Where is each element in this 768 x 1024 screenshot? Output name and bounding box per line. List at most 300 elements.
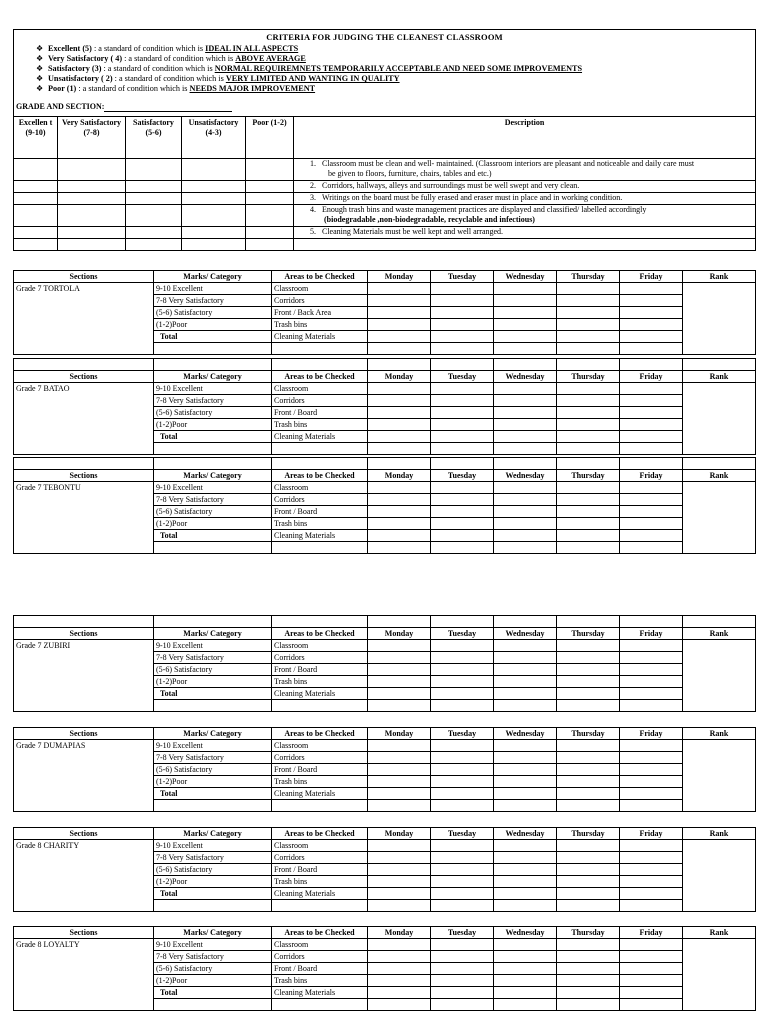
- score-cell-tuesday[interactable]: [431, 494, 494, 506]
- score-cell-wednesday[interactable]: [494, 963, 557, 975]
- score-cell-thursday[interactable]: [557, 506, 620, 518]
- score-cell-wednesday[interactable]: [494, 676, 557, 688]
- score-cell-friday[interactable]: [620, 343, 683, 355]
- score-cell-tuesday[interactable]: [431, 951, 494, 963]
- rank-cell[interactable]: [683, 740, 756, 812]
- score-cell-monday[interactable]: [368, 307, 431, 319]
- score-cell-friday[interactable]: [620, 876, 683, 888]
- area-cell: [272, 999, 368, 1011]
- score-cell-friday[interactable]: [620, 688, 683, 700]
- section-header-row: [14, 628, 756, 640]
- score-cell-tuesday[interactable]: [431, 283, 494, 295]
- header-monday: Monday: [368, 628, 431, 640]
- score-cell-thursday[interactable]: [557, 700, 620, 712]
- score-cell-monday[interactable]: [368, 764, 431, 776]
- score-cell-wednesday[interactable]: [494, 395, 557, 407]
- section-table: [13, 358, 756, 455]
- header-wednesday: Wednesday: [494, 728, 557, 740]
- score-cell-friday[interactable]: [620, 506, 683, 518]
- score-cell-friday[interactable]: [620, 283, 683, 295]
- score-cell-wednesday[interactable]: [494, 664, 557, 676]
- score-cell-monday[interactable]: [368, 518, 431, 530]
- score-cell-thursday[interactable]: [557, 431, 620, 443]
- header-tuesday: Tuesday: [431, 271, 494, 283]
- score-cell-friday[interactable]: [620, 764, 683, 776]
- score-cell-thursday[interactable]: [557, 975, 620, 987]
- score-cell-tuesday[interactable]: [431, 975, 494, 987]
- rank-cell[interactable]: [683, 840, 756, 912]
- header-sections: Sections: [14, 470, 154, 482]
- score-cell-tuesday[interactable]: [431, 700, 494, 712]
- score-cell-tuesday[interactable]: [431, 963, 494, 975]
- table-row: [14, 939, 756, 951]
- score-cell-monday[interactable]: [368, 688, 431, 700]
- score-cell-monday[interactable]: [368, 407, 431, 419]
- header-thursday: Thursday: [557, 728, 620, 740]
- score-cell-monday[interactable]: [368, 987, 431, 999]
- score-cell-friday[interactable]: [620, 419, 683, 431]
- section-table: [13, 926, 756, 1011]
- score-cell-thursday[interactable]: [557, 331, 620, 343]
- marks-cell: 9-10 Excellent: [154, 840, 272, 852]
- score-cell-friday[interactable]: [620, 740, 683, 752]
- score-cell-thursday[interactable]: [557, 963, 620, 975]
- score-cell-tuesday[interactable]: [431, 688, 494, 700]
- score-cell-wednesday[interactable]: [494, 888, 557, 900]
- header-wednesday: Wednesday: [494, 271, 557, 283]
- score-cell-thursday[interactable]: [557, 900, 620, 912]
- score-cell-wednesday[interactable]: [494, 999, 557, 1011]
- score-cell-wednesday[interactable]: [494, 688, 557, 700]
- header-friday: Friday: [620, 470, 683, 482]
- grade-section-blank[interactable]: [104, 103, 232, 112]
- score-cell-tuesday[interactable]: [431, 443, 494, 455]
- score-cell-wednesday[interactable]: [494, 542, 557, 554]
- score-cell-monday[interactable]: [368, 963, 431, 975]
- score-cell-friday[interactable]: [620, 676, 683, 688]
- header-friday: Friday: [620, 371, 683, 383]
- score-cell-monday[interactable]: [368, 542, 431, 554]
- section-name: Grade 7 BATAO: [14, 383, 154, 455]
- score-cell-tuesday[interactable]: [431, 295, 494, 307]
- score-cell-tuesday[interactable]: [431, 407, 494, 419]
- header-tuesday: Tuesday: [431, 828, 494, 840]
- score-cell-tuesday[interactable]: [431, 999, 494, 1011]
- score-cell-thursday[interactable]: [557, 407, 620, 419]
- header-friday: Friday: [620, 628, 683, 640]
- score-cell-friday[interactable]: [620, 640, 683, 652]
- rank-cell[interactable]: [683, 383, 756, 455]
- score-cell-monday[interactable]: [368, 319, 431, 331]
- score-cell-wednesday[interactable]: [494, 776, 557, 788]
- header-excellent: Excellen t (9-10): [14, 117, 58, 159]
- score-cell-tuesday[interactable]: [431, 664, 494, 676]
- score-cell-monday[interactable]: [368, 700, 431, 712]
- score-cell-tuesday[interactable]: [431, 542, 494, 554]
- score-cell-friday[interactable]: [620, 939, 683, 951]
- score-cell-friday[interactable]: [620, 987, 683, 999]
- score-cell-wednesday[interactable]: [494, 900, 557, 912]
- score-cell-monday[interactable]: [368, 776, 431, 788]
- marks-cell: (1-2)Poor: [154, 876, 272, 888]
- score-cell-wednesday[interactable]: [494, 640, 557, 652]
- header-wednesday: Wednesday: [494, 371, 557, 383]
- score-cell-tuesday[interactable]: [431, 852, 494, 864]
- score-cell-tuesday[interactable]: [431, 331, 494, 343]
- score-cell-tuesday[interactable]: [431, 343, 494, 355]
- score-cell-monday[interactable]: [368, 283, 431, 295]
- score-cell-monday[interactable]: [368, 939, 431, 951]
- score-cell-thursday[interactable]: [557, 383, 620, 395]
- score-cell-monday[interactable]: [368, 343, 431, 355]
- score-cell-friday[interactable]: [620, 652, 683, 664]
- score-cell-tuesday[interactable]: [431, 764, 494, 776]
- score-cell-monday[interactable]: [368, 888, 431, 900]
- marks-cell: (5-6) Satisfactory: [154, 407, 272, 419]
- section-header-row: [14, 728, 756, 740]
- score-cell-wednesday[interactable]: [494, 752, 557, 764]
- score-cell-wednesday[interactable]: [494, 283, 557, 295]
- area-cell: Classroom: [272, 383, 368, 395]
- header-monday: Monday: [368, 371, 431, 383]
- score-cell-tuesday[interactable]: [431, 864, 494, 876]
- score-cell-friday[interactable]: [620, 963, 683, 975]
- area-cell: Trash bins: [272, 676, 368, 688]
- score-cell-friday[interactable]: [620, 840, 683, 852]
- score-cell-monday[interactable]: [368, 788, 431, 800]
- score-cell-wednesday[interactable]: [494, 431, 557, 443]
- score-cell-monday[interactable]: [368, 652, 431, 664]
- score-cell-monday[interactable]: [368, 395, 431, 407]
- score-cell-monday[interactable]: [368, 676, 431, 688]
- level-item: ❖ Unsatisfactory ( 2) : a standard of condition which is VERY LIMITED AND WANTING IN QUALITY: [36, 74, 400, 83]
- score-cell-friday[interactable]: [620, 800, 683, 812]
- score-cell-tuesday[interactable]: [431, 987, 494, 999]
- level-item: ❖ Excellent (5) : a standard of condition which is IDEAL IN ALL ASPECTS: [36, 44, 299, 53]
- score-cell-friday[interactable]: [620, 752, 683, 764]
- score-cell-friday[interactable]: [620, 788, 683, 800]
- score-cell-thursday[interactable]: [557, 888, 620, 900]
- score-cell-wednesday[interactable]: [494, 518, 557, 530]
- score-cell-thursday[interactable]: [557, 395, 620, 407]
- header-wednesday: Wednesday: [494, 628, 557, 640]
- score-cell-thursday[interactable]: [557, 319, 620, 331]
- score-cell-thursday[interactable]: [557, 419, 620, 431]
- header-areas: Areas to be Checked: [272, 927, 368, 939]
- score-cell-friday[interactable]: [620, 383, 683, 395]
- score-cell-friday[interactable]: [620, 319, 683, 331]
- score-cell-monday[interactable]: [368, 864, 431, 876]
- marks-cell: 7-8 Very Satisfactory: [154, 494, 272, 506]
- score-cell-thursday[interactable]: [557, 676, 620, 688]
- score-cell-friday[interactable]: [620, 431, 683, 443]
- header-rank: Rank: [683, 927, 756, 939]
- score-cell-wednesday[interactable]: [494, 506, 557, 518]
- score-cell-monday[interactable]: [368, 740, 431, 752]
- rank-cell[interactable]: [683, 640, 756, 712]
- score-cell-thursday[interactable]: [557, 688, 620, 700]
- area-cell: Corridors: [272, 752, 368, 764]
- score-cell-friday[interactable]: [620, 331, 683, 343]
- score-cell-tuesday[interactable]: [431, 319, 494, 331]
- score-cell-thursday[interactable]: [557, 664, 620, 676]
- marks-cell: 7-8 Very Satisfactory: [154, 395, 272, 407]
- score-cell-tuesday[interactable]: [431, 800, 494, 812]
- header-areas: Areas to be Checked: [272, 470, 368, 482]
- section-table: [13, 727, 756, 812]
- header-thursday: Thursday: [557, 271, 620, 283]
- header-monday: Monday: [368, 828, 431, 840]
- score-cell-friday[interactable]: [620, 700, 683, 712]
- header-tuesday: Tuesday: [431, 371, 494, 383]
- score-cell-tuesday[interactable]: [431, 652, 494, 664]
- score-cell-tuesday[interactable]: [431, 752, 494, 764]
- score-cell-thursday[interactable]: [557, 307, 620, 319]
- area-cell: Front / Board: [272, 764, 368, 776]
- score-cell-monday[interactable]: [368, 494, 431, 506]
- score-cell-wednesday[interactable]: [494, 852, 557, 864]
- score-cell-thursday[interactable]: [557, 530, 620, 542]
- score-cell-thursday[interactable]: [557, 864, 620, 876]
- score-cell-thursday[interactable]: [557, 343, 620, 355]
- score-cell-tuesday[interactable]: [431, 676, 494, 688]
- score-cell-tuesday[interactable]: [431, 939, 494, 951]
- score-cell-friday[interactable]: [620, 664, 683, 676]
- score-cell-wednesday[interactable]: [494, 443, 557, 455]
- header-areas: Areas to be Checked: [272, 728, 368, 740]
- header-friday: Friday: [620, 828, 683, 840]
- score-cell-monday[interactable]: [368, 840, 431, 852]
- score-cell-monday[interactable]: [368, 331, 431, 343]
- score-cell-tuesday[interactable]: [431, 776, 494, 788]
- score-cell-friday[interactable]: [620, 852, 683, 864]
- header-thursday: Thursday: [557, 371, 620, 383]
- score-cell-monday[interactable]: [368, 852, 431, 864]
- score-cell-thursday[interactable]: [557, 652, 620, 664]
- score-cell-wednesday[interactable]: [494, 383, 557, 395]
- score-cell-thursday[interactable]: [557, 776, 620, 788]
- score-cell-wednesday[interactable]: [494, 295, 557, 307]
- score-cell-tuesday[interactable]: [431, 740, 494, 752]
- area-cell: Cleaning Materials: [272, 788, 368, 800]
- score-cell-thursday[interactable]: [557, 443, 620, 455]
- score-cell-friday[interactable]: [620, 776, 683, 788]
- header-tuesday: Tuesday: [431, 927, 494, 939]
- header-satisfactory: Satisfactory (5-6): [126, 117, 182, 159]
- header-monday: Monday: [368, 271, 431, 283]
- score-cell-thursday[interactable]: [557, 542, 620, 554]
- score-cell-tuesday[interactable]: [431, 383, 494, 395]
- score-cell-friday[interactable]: [620, 518, 683, 530]
- header-sections: Sections: [14, 271, 154, 283]
- header-rank: Rank: [683, 628, 756, 640]
- score-cell-thursday[interactable]: [557, 999, 620, 1011]
- description-cell: 5. Cleaning Materials must be well kept and well arranged.: [294, 227, 756, 239]
- score-cell-monday[interactable]: [368, 383, 431, 395]
- score-cell-tuesday[interactable]: [431, 419, 494, 431]
- score-cell-wednesday[interactable]: [494, 939, 557, 951]
- score-cell-wednesday[interactable]: [494, 764, 557, 776]
- score-cell-wednesday[interactable]: [494, 975, 557, 987]
- section-table: [13, 615, 756, 712]
- header-tuesday: Tuesday: [431, 470, 494, 482]
- area-cell: Front / Board: [272, 407, 368, 419]
- score-cell-wednesday[interactable]: [494, 800, 557, 812]
- score-cell-wednesday[interactable]: [494, 740, 557, 752]
- section-header-row: [14, 271, 756, 283]
- header-monday: Monday: [368, 927, 431, 939]
- header-monday: Monday: [368, 728, 431, 740]
- score-cell-tuesday[interactable]: [431, 888, 494, 900]
- section-table: [13, 457, 756, 554]
- header-marks: Marks/ Category: [154, 470, 272, 482]
- score-cell-thursday[interactable]: [557, 852, 620, 864]
- marks-cell: (5-6) Satisfactory: [154, 506, 272, 518]
- score-cell-tuesday[interactable]: [431, 506, 494, 518]
- score-cell-thursday[interactable]: [557, 752, 620, 764]
- score-cell-wednesday[interactable]: [494, 482, 557, 494]
- score-cell-friday[interactable]: [620, 407, 683, 419]
- score-cell-wednesday[interactable]: [494, 307, 557, 319]
- score-cell-tuesday[interactable]: [431, 530, 494, 542]
- score-cell-thursday[interactable]: [557, 283, 620, 295]
- header-areas: Areas to be Checked: [272, 271, 368, 283]
- score-cell-monday[interactable]: [368, 951, 431, 963]
- score-cell-thursday[interactable]: [557, 518, 620, 530]
- section-name: Grade 7 DUMAPIAS: [14, 740, 154, 812]
- score-cell-wednesday[interactable]: [494, 864, 557, 876]
- score-cell-friday[interactable]: [620, 900, 683, 912]
- score-cell-wednesday[interactable]: [494, 419, 557, 431]
- score-cell-friday[interactable]: [620, 482, 683, 494]
- score-cell-tuesday[interactable]: [431, 431, 494, 443]
- score-cell-thursday[interactable]: [557, 640, 620, 652]
- score-cell-monday[interactable]: [368, 800, 431, 812]
- score-cell-tuesday[interactable]: [431, 788, 494, 800]
- section-header-row: [14, 828, 756, 840]
- score-cell-thursday[interactable]: [557, 788, 620, 800]
- description-row: [14, 205, 756, 227]
- score-cell-friday[interactable]: [620, 951, 683, 963]
- score-cell-tuesday[interactable]: [431, 482, 494, 494]
- score-cell-monday[interactable]: [368, 900, 431, 912]
- score-cell-monday[interactable]: [368, 975, 431, 987]
- score-cell-friday[interactable]: [620, 975, 683, 987]
- score-cell-wednesday[interactable]: [494, 840, 557, 852]
- score-cell-thursday[interactable]: [557, 840, 620, 852]
- score-cell-thursday[interactable]: [557, 482, 620, 494]
- score-cell-monday[interactable]: [368, 530, 431, 542]
- score-cell-wednesday[interactable]: [494, 343, 557, 355]
- score-cell-tuesday[interactable]: [431, 840, 494, 852]
- score-cell-friday[interactable]: [620, 494, 683, 506]
- score-cell-wednesday[interactable]: [494, 876, 557, 888]
- score-cell-friday[interactable]: [620, 888, 683, 900]
- criteria-header-cell: [14, 30, 756, 117]
- area-cell: Cleaning Materials: [272, 431, 368, 443]
- score-cell-tuesday[interactable]: [431, 876, 494, 888]
- score-cell-thursday[interactable]: [557, 800, 620, 812]
- header-thursday: Thursday: [557, 470, 620, 482]
- score-cell-monday[interactable]: [368, 664, 431, 676]
- rank-cell[interactable]: [683, 939, 756, 1011]
- score-cell-wednesday[interactable]: [494, 788, 557, 800]
- score-cell-monday[interactable]: [368, 443, 431, 455]
- score-cell-tuesday[interactable]: [431, 395, 494, 407]
- area-cell: Front / Board: [272, 506, 368, 518]
- header-rank: Rank: [683, 470, 756, 482]
- score-cell-monday[interactable]: [368, 640, 431, 652]
- score-cell-tuesday[interactable]: [431, 640, 494, 652]
- score-cell-wednesday[interactable]: [494, 652, 557, 664]
- score-cell-wednesday[interactable]: [494, 951, 557, 963]
- area-cell: Corridors: [272, 652, 368, 664]
- score-cell-thursday[interactable]: [557, 876, 620, 888]
- score-cell-wednesday[interactable]: [494, 987, 557, 999]
- header-wednesday: Wednesday: [494, 470, 557, 482]
- score-cell-thursday[interactable]: [557, 295, 620, 307]
- score-cell-friday[interactable]: [620, 542, 683, 554]
- score-cell-wednesday[interactable]: [494, 319, 557, 331]
- score-cell-monday[interactable]: [368, 999, 431, 1011]
- score-cell-monday[interactable]: [368, 506, 431, 518]
- score-cell-monday[interactable]: [368, 876, 431, 888]
- marks-cell: 7-8 Very Satisfactory: [154, 295, 272, 307]
- score-cell-wednesday[interactable]: [494, 700, 557, 712]
- diamond-bullet-icon: ❖: [36, 74, 44, 83]
- score-cell-friday[interactable]: [620, 295, 683, 307]
- score-cell-friday[interactable]: [620, 864, 683, 876]
- score-cell-thursday[interactable]: [557, 494, 620, 506]
- score-cell-thursday[interactable]: [557, 740, 620, 752]
- score-cell-wednesday[interactable]: [494, 407, 557, 419]
- header-wednesday: Wednesday: [494, 828, 557, 840]
- score-cell-wednesday[interactable]: [494, 530, 557, 542]
- rank-cell[interactable]: [683, 482, 756, 554]
- score-cell-friday[interactable]: [620, 395, 683, 407]
- score-cell-tuesday[interactable]: [431, 900, 494, 912]
- score-cell-friday[interactable]: [620, 443, 683, 455]
- rank-cell[interactable]: [683, 283, 756, 355]
- score-cell-thursday[interactable]: [557, 764, 620, 776]
- score-cell-tuesday[interactable]: [431, 307, 494, 319]
- area-cell: Corridors: [272, 852, 368, 864]
- area-cell: Trash bins: [272, 319, 368, 331]
- score-cell-wednesday[interactable]: [494, 331, 557, 343]
- score-cell-monday[interactable]: [368, 431, 431, 443]
- score-cell-thursday[interactable]: [557, 939, 620, 951]
- header-thursday: Thursday: [557, 628, 620, 640]
- level-item: ❖ Satisfactory (3) : a standard of condition which is NORMAL REQUIREMNETS TEMPORARILY ACCEPTABLE AND NEED SOME IMPROVEMENTS: [36, 64, 583, 73]
- area-cell: Trash bins: [272, 876, 368, 888]
- header-poor: Poor (1-2): [246, 117, 294, 159]
- score-cell-friday[interactable]: [620, 999, 683, 1011]
- area-cell: Front / Board: [272, 963, 368, 975]
- score-cell-monday[interactable]: [368, 295, 431, 307]
- score-cell-wednesday[interactable]: [494, 494, 557, 506]
- score-cell-tuesday[interactable]: [431, 518, 494, 530]
- score-cell-friday[interactable]: [620, 307, 683, 319]
- score-cell-monday[interactable]: [368, 482, 431, 494]
- score-cell-thursday[interactable]: [557, 951, 620, 963]
- header-marks: Marks/ Category: [154, 371, 272, 383]
- score-cell-thursday[interactable]: [557, 987, 620, 999]
- section-header-row: [14, 371, 756, 383]
- score-cell-monday[interactable]: [368, 752, 431, 764]
- score-cell-monday[interactable]: [368, 419, 431, 431]
- score-cell-friday[interactable]: [620, 530, 683, 542]
- area-cell: Front / Board: [272, 664, 368, 676]
